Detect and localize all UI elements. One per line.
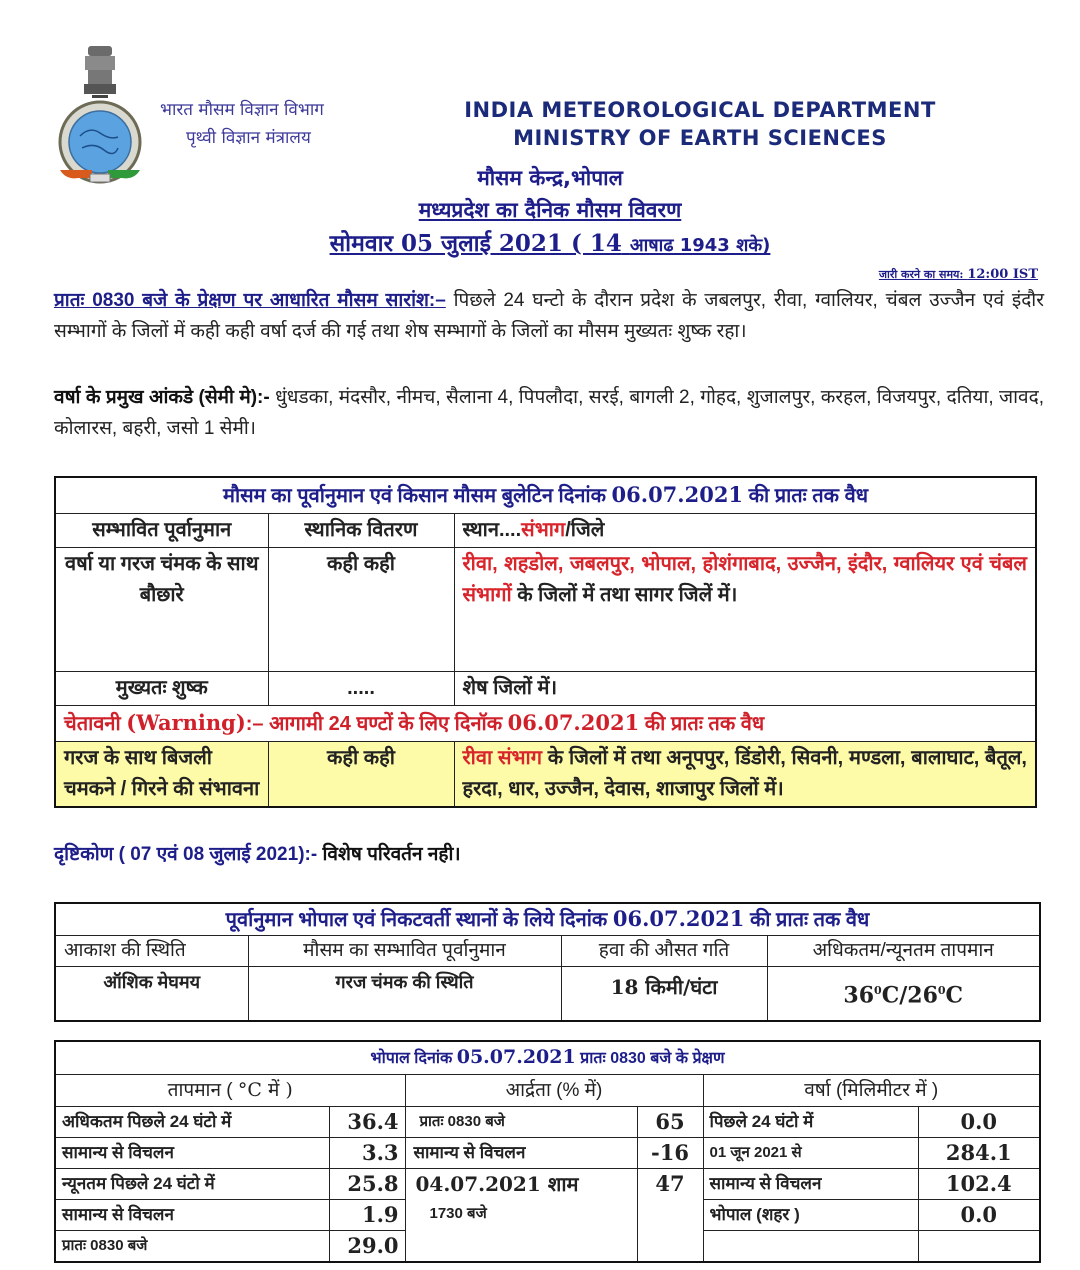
report-title: मध्यप्रदेश का दैनिक मौसम विवरण xyxy=(418,198,682,222)
hum-time: 1730 बजे xyxy=(429,1205,487,1222)
org-name-english xyxy=(420,96,980,152)
rain-label: सामान्य से विचलन xyxy=(703,1169,918,1200)
warning-heading xyxy=(55,706,1036,742)
table-row xyxy=(55,1169,1040,1200)
warning-forecast-cell: गरज के साथ बिजली चमकने / गिरने की संभावना xyxy=(55,742,268,808)
rainfall-summary xyxy=(54,382,1044,444)
places-cell: शेष जिलों में। xyxy=(454,672,1036,706)
weather-summary xyxy=(54,285,1044,347)
issue-time xyxy=(879,267,1038,282)
forecast-title-pre: मौसम का पूर्वानुमान एवं किसान मौसम बुलेटिन दिनांक xyxy=(222,485,606,507)
warning-distribution-cell: कही कही xyxy=(268,742,454,808)
rain-value-empty xyxy=(918,1231,1040,1263)
col-header-weather: मौसम का सम्भावित पूर्वानुमान xyxy=(248,936,561,967)
rain-value: 284.1 xyxy=(918,1138,1040,1169)
table-row xyxy=(55,1107,1040,1138)
rain-label: 01 जून 2021 से xyxy=(703,1138,918,1169)
summary-text: पिछले 24 घन्टो के दौरान प्रदेश के जबलपुर, रीवा, ग्वालियर, चंबल उज्जैन एवं इंदौर सम्भागों के जिलों में कही कही वर्षा दर्ज की गई तथा शेष सम्भागों के जिलों का मौसम मुख्यतः शुष्क रहा। xyxy=(54,290,1044,342)
rain-value: 0.0 xyxy=(918,1107,1040,1138)
org-hi-line1: भारत मौसम विज्ञान विभाग xyxy=(160,100,324,120)
temp-max: 36 xyxy=(843,982,875,1009)
bf-title-date: 06.07.2021 xyxy=(612,906,745,931)
temp-label: प्रातः 0830 बजे xyxy=(55,1231,329,1263)
temp-value: 25.8 xyxy=(329,1169,405,1200)
hum-label: प्रातः 0830 बजे xyxy=(405,1107,637,1138)
temp-header-text: तापमान ( xyxy=(167,1080,233,1101)
col3-b: संभाग xyxy=(521,519,566,541)
org-en-line2: MINISTRY OF EARTH SCIENCES xyxy=(513,126,887,150)
org-hi-line2: पृथ्वी विज्ञान मंत्रालय xyxy=(186,128,311,148)
rainfall-lead: वर्षा के प्रमुख आंकडे (सेमी मे):- xyxy=(54,387,270,408)
date-saka: आषाढ 1943 शके) xyxy=(629,235,771,256)
date-main: सोमवार 05 जुलाई 2021 ( 14 xyxy=(329,230,622,257)
col-header-distribution: स्थानिक वितरण xyxy=(268,514,454,548)
warning-hi: चेतावनी xyxy=(64,713,121,735)
col-header-forecast: सम्भावित पूर्वानुमान xyxy=(55,514,268,548)
rain-value: 0.0 xyxy=(918,1200,1040,1231)
rainfall-text: धुंधडका, मंदसौर, नीमच, सैलाना 4, पिपलौदा, सरई, बागली 2, गोहद, शुजालपुर, करहल, विजयपुर, दतिया, जावद, कोलारस, बहरी, जसो 1 सेमी। xyxy=(54,387,1044,439)
col-header-sky: आकाश की स्थिति xyxy=(55,936,248,967)
sky-value: ऑशिक मेघमय xyxy=(55,967,248,1021)
org-name-hindi xyxy=(160,96,324,152)
deg-sign: 0 xyxy=(937,984,946,997)
col-header-places xyxy=(454,514,1036,548)
temp-value: 29.0 xyxy=(329,1231,405,1263)
table-row xyxy=(55,548,1036,672)
wind-value: 18 किमी/घंटा xyxy=(561,967,767,1021)
distribution-cell: ..... xyxy=(268,672,454,706)
col3-a: स्थान.... xyxy=(462,519,522,541)
col3-c: /जिले xyxy=(565,519,605,541)
temp-value: 36.4 xyxy=(329,1107,405,1138)
report-heading xyxy=(280,162,820,264)
temp-label: सामान्य से विचलन xyxy=(55,1138,329,1169)
hum-label xyxy=(405,1169,637,1263)
report-date xyxy=(280,226,820,264)
unit: C xyxy=(945,982,964,1009)
places-red: रीवा, शहडोल, जबलपुर, भोपाल, होशंगाबाद, उज्जैन, इंदौर, ग्वालियर एवं चंबल संभागों xyxy=(462,553,1027,606)
hum-label: सामान्य से विचलन xyxy=(405,1138,637,1169)
obs-title-date: 05.07.2021 xyxy=(456,1046,576,1068)
hum-value: 47 xyxy=(637,1169,703,1263)
forecast-cell: मुख्यतः शुष्क xyxy=(55,672,268,706)
warning-places-red: रीवा संभाग xyxy=(462,747,542,769)
temp-header-unit: °C में ) xyxy=(237,1079,293,1101)
places-cell xyxy=(454,548,1036,672)
rain-value: 102.4 xyxy=(918,1169,1040,1200)
table-row xyxy=(55,672,1036,706)
temp-label: सामान्य से विचलन xyxy=(55,1200,329,1231)
bf-title-post: की प्रातः तक वैध xyxy=(749,909,870,931)
rain-header: वर्षा (मिलिमीटर में ) xyxy=(703,1075,1040,1107)
bhopal-observation-table xyxy=(54,1040,1041,1263)
warning-places-cell xyxy=(454,742,1036,808)
temp-label: अधिकतम पिछले 24 घंटो में xyxy=(55,1107,329,1138)
forecast-table-title xyxy=(55,477,1036,514)
rain-label-empty xyxy=(703,1231,918,1263)
warning-en: (Warning) xyxy=(126,710,246,735)
hum-date: 04.07.2021 शाम xyxy=(415,1172,579,1196)
issue-label: जारी करने का समय: xyxy=(878,268,964,281)
centre-name: मौसम केन्द्र,भोपाल xyxy=(477,166,623,190)
imd-logo xyxy=(52,44,148,190)
temp-value: 3.3 xyxy=(329,1138,405,1169)
bf-title-pre: पूर्वानुमान भोपाल एवं निकटवर्ती स्थानों के लिये दिनांक xyxy=(225,909,608,931)
summary-lead: प्रातः 0830 बजे के प्रेक्षण पर आधारित मौसम सारांश:– xyxy=(54,290,446,311)
warning-text: :– आगामी 24 घण्टों के लिए दिनॉक xyxy=(245,713,503,735)
warning-post: की प्रातः तक वैध xyxy=(644,713,765,735)
col-header-wind: हवा की औसत गति xyxy=(561,936,767,967)
bhopal-forecast-title xyxy=(55,903,1040,936)
hum-value: -16 xyxy=(637,1138,703,1169)
issue-time-value: 12:00 IST xyxy=(967,267,1038,282)
places-black: के जिलों में तथा सागर जिलें में। xyxy=(511,584,738,606)
weather-value: गरज चंमक की स्थिति xyxy=(248,967,561,1021)
table-row xyxy=(55,1138,1040,1169)
col-header-temp: अधिकतम/न्यूनतम तापमान xyxy=(767,936,1040,967)
outlook-lead: दृष्टिकोण ( 07 एवं 08 जुलाई 2021):- xyxy=(54,844,318,865)
temp-min: 26 xyxy=(907,982,938,1009)
org-en-line1: INDIA METEOROLOGICAL DEPARTMENT xyxy=(464,98,936,122)
forecast-cell: वर्षा या गरज चंमक के साथ बौछारे xyxy=(55,548,268,672)
outlook xyxy=(54,840,461,866)
temp-value: 1.9 xyxy=(329,1200,405,1231)
warning-date: 06.07.2021 xyxy=(507,710,640,735)
rain-label: भोपाल (शहर ) xyxy=(703,1200,918,1231)
forecast-table xyxy=(54,476,1037,808)
deg-sign: 0 xyxy=(874,984,882,997)
rain-label: पिछले 24 घंटो में xyxy=(703,1107,918,1138)
unit: C xyxy=(881,982,900,1009)
hum-value: 65 xyxy=(637,1107,703,1138)
humidity-header: आर्द्रता (% में) xyxy=(405,1075,703,1107)
obs-title-post: प्रातः 0830 बजे के प्रेक्षण xyxy=(580,1050,725,1067)
forecast-title-date: 06.07.2021 xyxy=(611,482,744,507)
forecast-title-post: की प्रातः तक वैध xyxy=(748,485,869,507)
temp-label: न्यूनतम पिछले 24 घंटो में xyxy=(55,1169,329,1200)
distribution-cell: कही कही xyxy=(268,548,454,672)
temp-header xyxy=(55,1075,405,1107)
obs-title-pre: भोपाल दिनांक xyxy=(370,1050,453,1067)
bhopal-forecast-table xyxy=(54,902,1041,1022)
warning-places-black: के जिलों में तथा अनूपपुर, डिंडोरी, सिवनी, मण्डला, बालाघाट, बैतूल, हरदा, धार, उज्जैन, देवास, शाजापुर जिलों में। xyxy=(462,747,1027,800)
temp-value: $36^0C/26^0C$ xyxy=(767,967,1040,1021)
obs-title xyxy=(55,1041,1040,1075)
warning-row xyxy=(55,742,1036,808)
outlook-text: विशेष परिवर्तन नही। xyxy=(317,844,461,865)
